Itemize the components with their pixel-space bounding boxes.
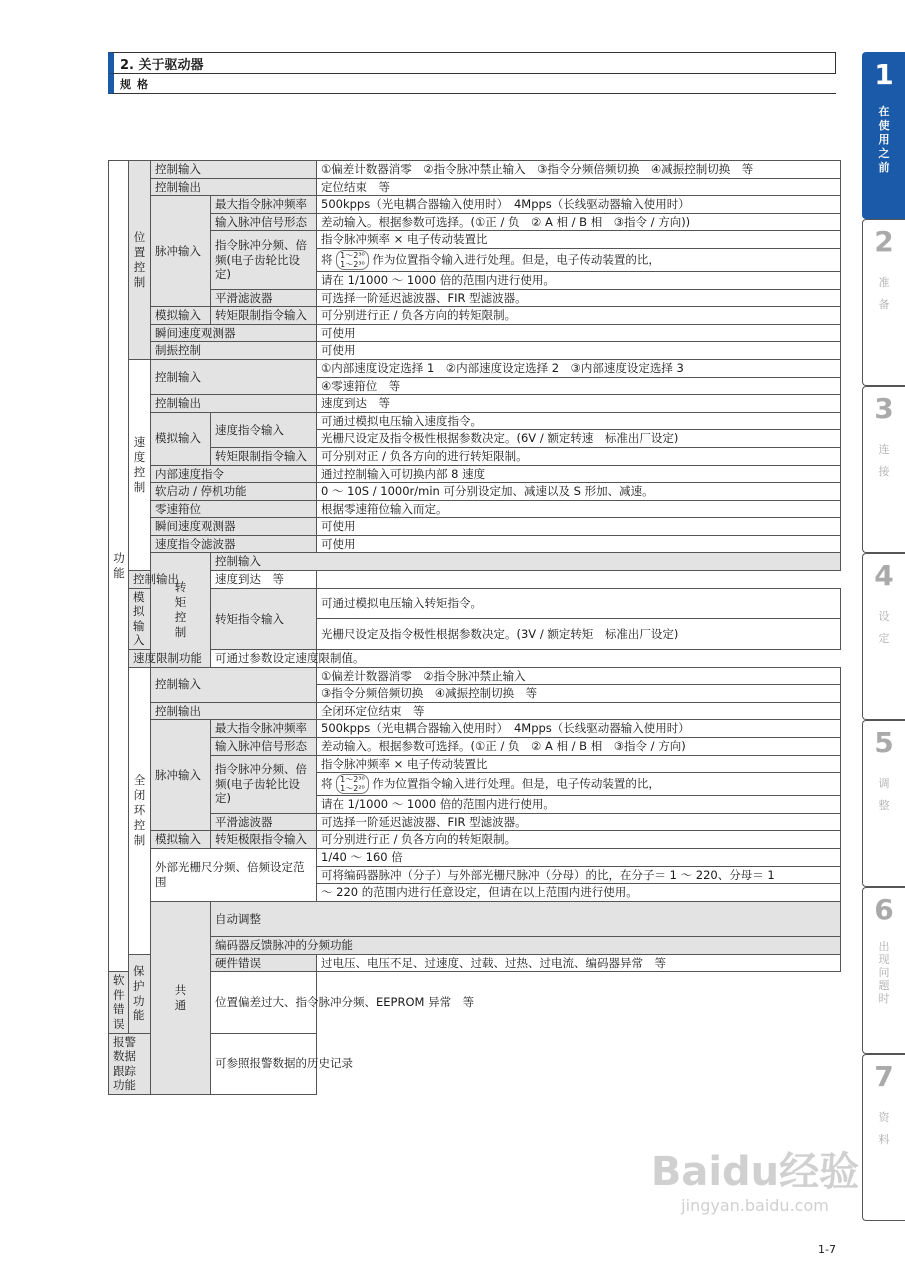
item-value: 指令脉冲频率 × 电子传动装置比 (317, 755, 841, 773)
item-value: 可使用 (317, 518, 841, 536)
table-row (109, 901, 841, 919)
item-value: 位置偏差过大、指令脉冲分频、EEPROM 异常 等 (211, 972, 317, 1033)
table-row (109, 500, 841, 518)
table-row (109, 231, 841, 249)
table-row (109, 342, 841, 360)
table-row (109, 178, 841, 196)
item-sublabel: 平滑滤波器 (211, 813, 317, 831)
item-value: 可通过模拟电压输入速度指令。 (317, 412, 841, 430)
table-row (109, 535, 841, 553)
group-speed-control: 速度控制 (129, 359, 151, 570)
chapter-tab-5[interactable]: 5 调整 (862, 720, 905, 887)
item-sublabel: 硬件错误 (211, 954, 317, 972)
item-label: 模拟输入 (129, 588, 151, 649)
chapter-tab-2[interactable]: 2 准备 (862, 219, 905, 386)
table-row (109, 412, 841, 430)
item-value: 将 1～2³⁰ 1～2³⁰ 作为位置指令输入进行处理。但是，电子传动装置的比， (317, 248, 841, 271)
table-row (109, 571, 841, 589)
item-value: 可通过参数设定速度限制值。 (211, 650, 317, 668)
item-label: 软启动 / 停机功能 (151, 483, 317, 501)
table-row (109, 588, 841, 619)
table-row (109, 483, 841, 501)
item-label: 控制输出 (129, 571, 211, 589)
table-row (109, 936, 841, 954)
item-label: 控制输入 (211, 553, 841, 571)
item-value: 可参照报警数据的历史记录 (211, 1033, 317, 1094)
item-value: 将 1～2³⁰ 1～2²⁰ 作为位置指令输入进行处理。但是，电子传动装置的比， (317, 773, 841, 796)
chapter-tab-3[interactable]: 3 连接 (862, 386, 905, 553)
item-label: 控制输出 (151, 178, 317, 196)
item-value: 可分别进行正 / 负各方向的转矩限制。 (317, 307, 841, 325)
item-sublabel: 转矩限制指令输入 (211, 307, 317, 325)
item-sublabel: 输入脉冲信号形态 (211, 213, 317, 231)
section-subtitle: 规格 (108, 74, 836, 94)
item-sublabel: 最大指令脉冲频率 (211, 720, 317, 738)
item-sublabel: 输入脉冲信号形态 (211, 738, 317, 756)
item-value: ～ 220 的范围内进行任意设定，但请在以上范围内进行使用。 (317, 884, 841, 902)
table-row (109, 650, 841, 668)
item-label: 控制输入 (151, 161, 317, 179)
item-label: 模拟输入 (151, 412, 211, 465)
item-label: 控制输入 (151, 359, 317, 394)
table-row (109, 359, 841, 377)
table-row (109, 518, 841, 536)
table-row (109, 738, 841, 756)
item-label: 零速箝位 (151, 500, 317, 518)
item-label: 报警数据跟踪功能 (109, 1033, 151, 1094)
table-row (109, 161, 841, 179)
item-value: 差动输入。根据参数可选择。(①正 / 负 ② A 相 / B 相 ③指令 / 方向) (317, 738, 841, 756)
table-row (109, 848, 841, 866)
item-value: 1/40 ～ 160 倍 (317, 848, 841, 866)
item-label: 模拟输入 (151, 831, 211, 849)
table-row (109, 667, 841, 685)
table-row (109, 831, 841, 849)
section-title: 2. 关于驱动器 (108, 52, 836, 74)
chapter-tab-7[interactable]: 7 资料 (862, 1054, 905, 1221)
item-label: 速度指令滤波器 (151, 535, 317, 553)
table-row (109, 447, 841, 465)
table-row (109, 553, 841, 571)
item-label: 控制输出 (151, 395, 317, 413)
table-row (109, 307, 841, 325)
chapter-tabs (862, 52, 905, 1221)
item-label: 内部速度指令 (151, 465, 317, 483)
group-position-control: 位置控制 (129, 161, 151, 360)
item-sublabel: 指令脉冲分频、倍频(电子齿轮比设定) (211, 755, 317, 813)
item-value: 可分别进行正 / 负各方向的转矩限制。 (317, 831, 841, 849)
chapter-tab-1[interactable]: 1 在使用之前 (862, 52, 905, 219)
item-value: 光栅尺设定及指令极性根据参数决定。(6V / 额定转速 标准出厂设定) (317, 430, 841, 448)
item-value: 可使用 (317, 535, 841, 553)
chapter-tab-4[interactable]: 4 设定 (862, 553, 905, 720)
page-number: 1-7 (818, 1243, 836, 1256)
item-label: 模拟输入 (151, 307, 211, 325)
item-value: 定位结束 等 (317, 178, 841, 196)
group-torque-control: 转矩控制 (151, 553, 211, 667)
table-row (109, 702, 841, 720)
item-label: 外部光栅尺分频、倍频设定范围 (151, 848, 317, 901)
item-value: 过电压、电压不足、过速度、过载、过热、过电流、编码器异常 等 (317, 954, 841, 972)
item-value: 速度到达 等 (317, 395, 841, 413)
item-value: 可选择一阶延迟滤波器、FIR 型滤波器。 (317, 289, 841, 307)
item-value: 请在 1/1000 ～ 1000 倍的范围内进行使用。 (317, 796, 841, 814)
item-label: 控制输入 (151, 667, 317, 702)
item-value: ①内部速度设定选择 1 ②内部速度设定选择 2 ③内部速度设定选择 3 (317, 359, 841, 377)
item-value: ③指令分频倍频切换 ④减振控制切换 等 (317, 685, 841, 703)
item-value: 全闭环定位结束 等 (317, 702, 841, 720)
gear-ratio-fraction: 1～2³⁰ 1～2³⁰ (336, 250, 369, 270)
item-label: 瞬间速度观测器 (151, 518, 317, 536)
section-header (108, 52, 836, 94)
watermark: Baidu经验 jingyan.baidu.com (650, 1149, 860, 1215)
item-sublabel: 最大指令脉冲频率 (211, 196, 317, 214)
item-value: 500kpps（光电耦合器输入使用时） 4Mpps（长线驱动器输入使用时） (317, 196, 841, 214)
item-label: 控制输出 (151, 702, 317, 720)
item-value: 速度到达 等 (211, 571, 317, 589)
item-value: 0 ～ 10S / 1000r/min 可分别设定加、减速以及 S 形加、减速。 (317, 483, 841, 501)
item-value: 可分别对正 / 负各方向的进行转矩限制。 (317, 447, 841, 465)
item-label: 脉冲输入 (151, 720, 211, 831)
item-value: 光栅尺设定及指令极性根据参数决定。(3V / 额定转矩 标准出厂设定) (317, 619, 841, 650)
group-common: 共通 (151, 901, 211, 1094)
item-value: 可选择一阶延迟滤波器、FIR 型滤波器。 (317, 813, 841, 831)
item-sublabel: 软件错误 (109, 972, 129, 1033)
table-row (109, 289, 841, 307)
table-row (109, 755, 841, 773)
table-row (109, 954, 841, 972)
item-value: 指令脉冲频率 × 电子传动装置比 (317, 231, 841, 249)
table-row (109, 324, 841, 342)
item-label: 保护功能 (129, 954, 151, 1033)
item-value: 根据零速箝位输入而定。 (317, 500, 841, 518)
item-label: 自动调整 (211, 901, 841, 936)
spec-table (108, 160, 841, 1095)
item-sublabel: 指令脉冲分频、倍频(电子齿轮比设定) (211, 231, 317, 289)
table-row (109, 972, 841, 1033)
table-row (109, 465, 841, 483)
item-sublabel: 平滑滤波器 (211, 289, 317, 307)
item-value: 可使用 (317, 324, 841, 342)
group-full-closed-control: 全闭环控制 (129, 667, 151, 954)
table-row (109, 213, 841, 231)
table-row (109, 1033, 841, 1094)
category-function: 功能 (109, 161, 129, 972)
item-sublabel: 转矩极限指令输入 (211, 831, 317, 849)
item-value: 500kpps（光电耦合器输入使用时） 4Mpps（长线驱动器输入使用时） (317, 720, 841, 738)
table-row (109, 395, 841, 413)
item-value: ④零速箝位 等 (317, 377, 841, 395)
chapter-tab-6[interactable]: 6 出现问题时 (862, 887, 905, 1054)
table-row (109, 196, 841, 214)
table-row (109, 813, 841, 831)
item-value: 差动输入。根据参数可选择。(①正 / 负 ② A 相 / B 相 ③指令 / 方向)) (317, 213, 841, 231)
item-value: ①偏差计数器消零 ②指令脉冲禁止输入 (317, 667, 841, 685)
item-label: 制振控制 (151, 342, 317, 360)
item-value: 可将编码器脉冲（分子）与外部光栅尺脉冲（分母）的比，在分子＝ 1 ～ 220、分母＝ 1 (317, 866, 841, 884)
item-sublabel: 转矩限制指令输入 (211, 447, 317, 465)
item-label: 脉冲输入 (151, 196, 211, 307)
table-row (109, 720, 841, 738)
item-value: 可通过模拟电压输入转矩指令。 (317, 588, 841, 619)
item-sublabel: 速度指令输入 (211, 412, 317, 447)
item-value: 请在 1/1000 ～ 1000 倍的范围内进行使用。 (317, 271, 841, 289)
item-value: 通过控制输入可切换内部 8 速度 (317, 465, 841, 483)
item-label: 编码器反馈脉冲的分频功能 (211, 936, 841, 954)
item-value: 可使用 (317, 342, 841, 360)
item-sublabel: 转矩指令输入 (211, 588, 317, 649)
item-label: 速度限制功能 (129, 650, 211, 668)
item-value: ①偏差计数器消零 ②指令脉冲禁止输入 ③指令分频倍频切换 ④减振控制切换 等 (317, 161, 841, 179)
item-label: 瞬间速度观测器 (151, 324, 317, 342)
gear-ratio-fraction: 1～2³⁰ 1～2²⁰ (336, 774, 369, 794)
